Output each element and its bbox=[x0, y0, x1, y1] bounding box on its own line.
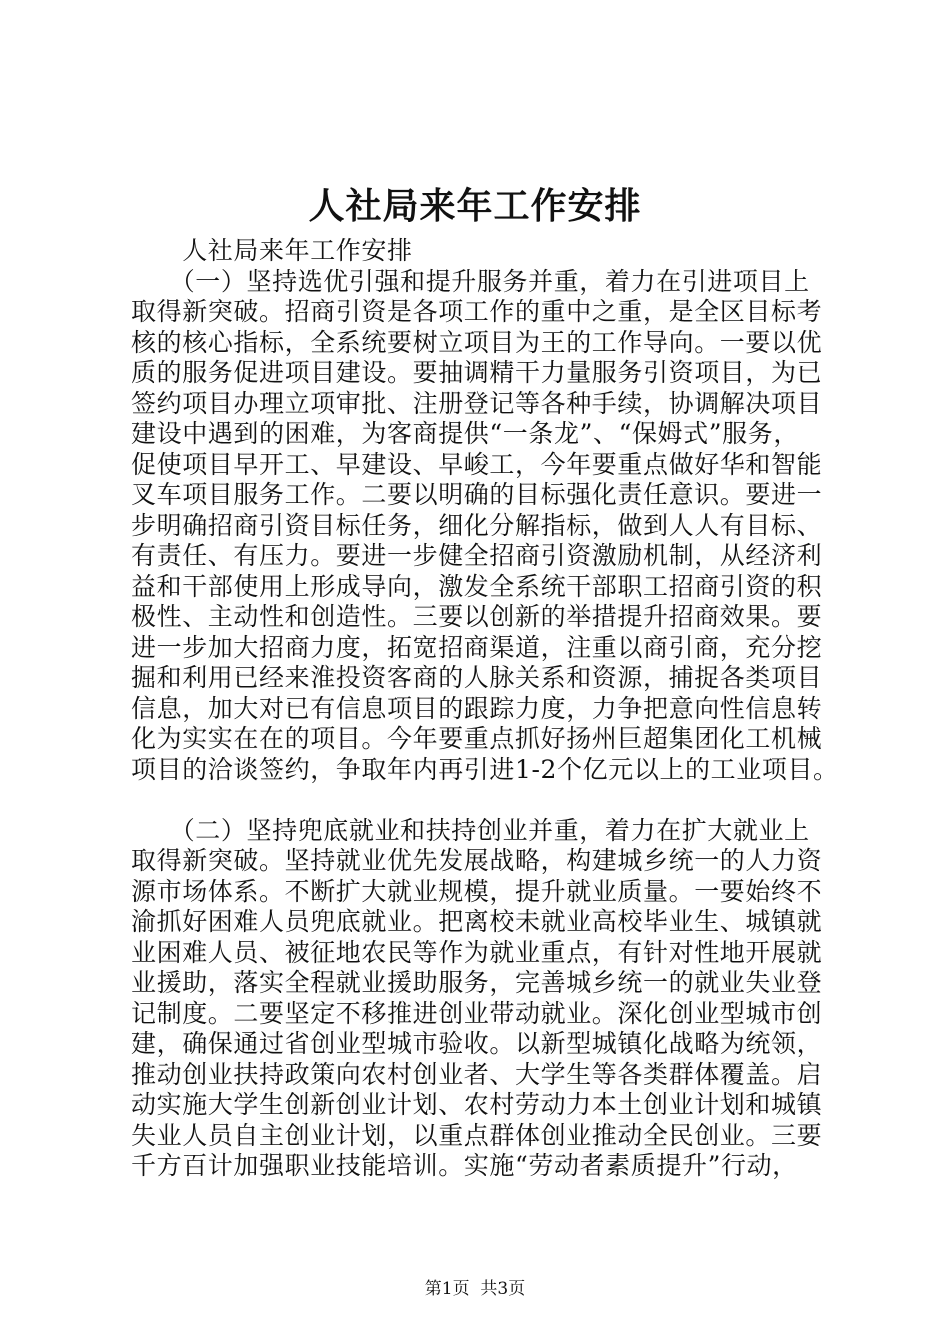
text-line: 化为实实在在的项目。今年要重点抓好扬州巨超集团化工机械 bbox=[131, 724, 823, 753]
text-line: 促使项目早开工、早建设、早峻工，今年要重点做好华和智能 bbox=[131, 449, 823, 479]
document-title: 人社局来年工作安排 bbox=[308, 185, 642, 227]
text-line: 项目的洽谈签约，争取年内再引进1-2个亿元以上的工业项目。 bbox=[131, 754, 839, 784]
text-line: 取得新突破。招商引资是各项工作的重中之重，是全区目标考 bbox=[131, 297, 823, 326]
text-line: 建设中遇到的困难，为客商提供“一条龙”、“保姆式”服务， bbox=[131, 419, 799, 448]
text-line: 益和干部使用上形成导向，激发全系统干部职工招商引资的积 bbox=[131, 571, 823, 601]
text-line: 极性、主动性和创造性。三要以创新的举措提升招商效果。要 bbox=[131, 602, 823, 631]
text-line: 取得新突破。坚持就业优先发展战略，构建城乡统一的人力资 bbox=[131, 846, 823, 875]
text-line: 源市场体系。不断扩大就业规模，提升就业质量。一要始终不 bbox=[131, 876, 823, 906]
text-line: 质的服务促进项目建设。要抽调精干力量服务引资项目，为已 bbox=[131, 358, 823, 387]
text-line: 动实施大学生创新创业计划、农村劳动力本土创业计划和城镇 bbox=[131, 1090, 823, 1119]
text-line: 业困难人员、被征地农民等作为就业重点，有针对性地开展就 bbox=[131, 937, 823, 967]
text-line: 人社局来年工作安排 bbox=[131, 236, 413, 265]
text-line: 步明确招商引资目标任务，细化分解指标，做到人人有目标、 bbox=[131, 510, 823, 540]
text-line bbox=[131, 785, 831, 816]
text-line: 推动创业扶持政策向农村创业者、大学生等各类群体覆盖。启 bbox=[131, 1059, 823, 1089]
text-line: 千方百计加强职业技能培训。实施“劳动者素质提升”行动， bbox=[131, 1151, 798, 1180]
document-body bbox=[131, 236, 839, 1182]
text-line: 有责任、有压力。要进一步健全招商引资激励机制，从经济利 bbox=[131, 541, 823, 570]
text-line: 掘和利用已经来淮投资客商的人脉关系和资源，捕捉各类项目 bbox=[131, 663, 823, 692]
text-line: 渝抓好困难人员兜底就业。把离校未就业高校毕业生、城镇就 bbox=[131, 907, 823, 936]
text-line: 进一步加大招商力度，拓宽招商渠道，注重以商引商，充分挖 bbox=[131, 632, 823, 662]
text-line: 叉车项目服务工作。二要以明确的目标强化责任意识。要进一 bbox=[131, 480, 823, 509]
text-line: 失业人员自主创业计划，以重点群体创业推动全民创业。三要 bbox=[131, 1120, 823, 1150]
text-line: （二）坚持兜底就业和扶持创业并重，着力在扩大就业上 bbox=[131, 815, 810, 845]
text-line: 建，确保通过省创业型城市验收。以新型城镇化战略为统领， bbox=[131, 1029, 823, 1058]
text-line: 信息，加大对已有信息项目的跟踪力度，力争把意向性信息转 bbox=[131, 693, 823, 723]
text-line: （一）坚持选优引强和提升服务并重，着力在引进项目上 bbox=[131, 266, 810, 296]
text-line: 记制度。二要坚定不移推进创业带动就业。深化创业型城市创 bbox=[131, 998, 823, 1028]
page-number-label: 第1页 共3页 bbox=[424, 1279, 526, 1299]
text-line: 核的核心指标，全系统要树立项目为王的工作导向。一要以优 bbox=[131, 327, 823, 357]
page-footer bbox=[0, 1278, 950, 1300]
text-line: 签约项目办理立项审批、注册登记等各种手续，协调解决项目 bbox=[131, 388, 823, 418]
text-line: 业援助，落实全程就业援助服务，完善城乡统一的就业失业登 bbox=[131, 968, 823, 997]
